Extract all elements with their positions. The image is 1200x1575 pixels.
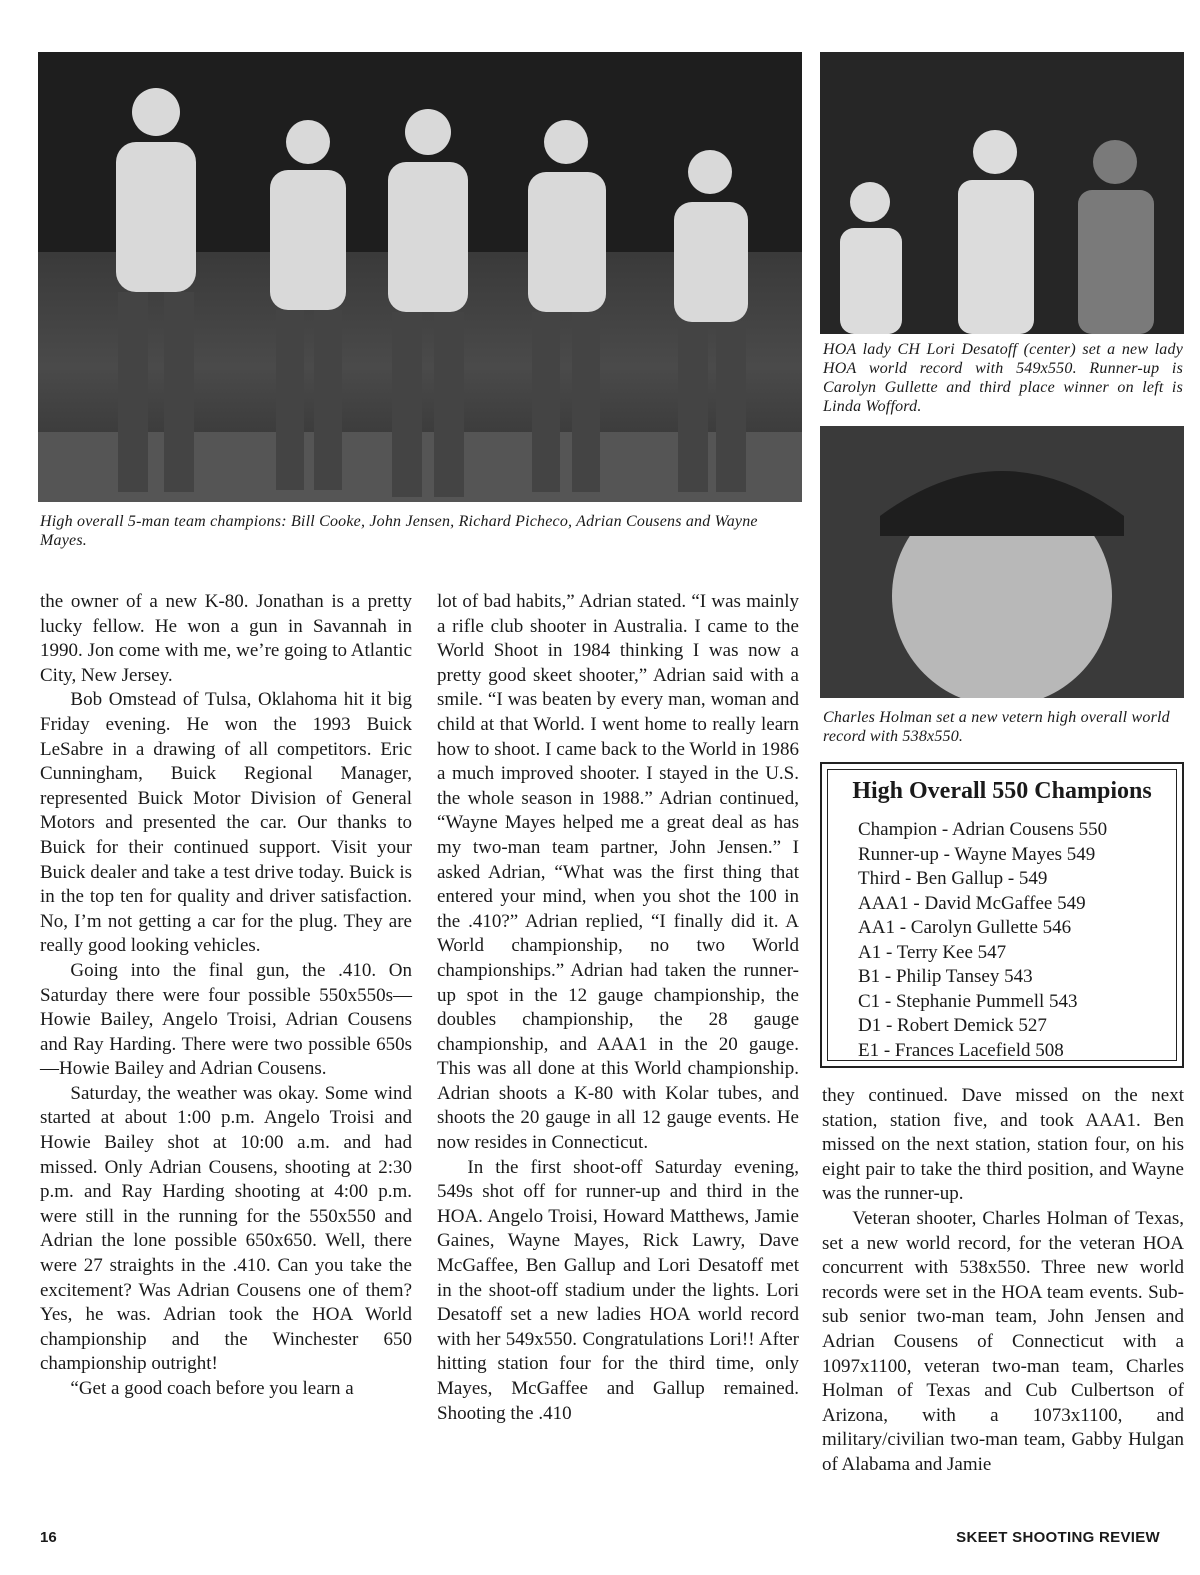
paragraph: they continued. Dave missed on the next station, station five, and took AAA1. Ben missed on the next station, station four, on his eight pair to take the third position, and Wayne was the runner-up.	[822, 1085, 1184, 1205]
champions-box-title: High Overall 550 Champions	[852, 778, 1152, 804]
champions-box	[820, 762, 1184, 1068]
paragraph: Veteran shooter, Charles Holman of Texas, set a new world record, for the veteran HOA concurrent with 538x550. Three new world records were set in the HOA team events. Sub-sub senior two-man team, John Jensen and Adrian Cousens of Connecticut with a 1097x1100, veteran two-man team, Charles Holman of Texas and Cub Culbertson of Arizona, with a 1073x1100, and military/civilian two-man team, Gabby Hulgan of Alabama and Jamie	[822, 1207, 1184, 1475]
article-column-middle	[437, 590, 799, 1426]
champion-entry: B1 - Philip Tansey 543	[858, 966, 1033, 987]
article-column-left	[40, 590, 412, 1402]
champion-entry: Champion - Adrian Cousens 550	[858, 819, 1108, 840]
champion-entry: Runner-up - Wayne Mayes 549	[858, 843, 1096, 865]
page-number: 16	[40, 1529, 57, 1546]
champion-entry: AAA1 - David McGaffee 549	[858, 892, 1086, 914]
paragraph: In the first shoot-off Saturday evening, 549s shot off for runner-up and third in the HOA. Angelo Troisi, Howard Matthews, Jamie Gaines, Wayne Mayes, Rick Lawry, Dave McGaffee, Ben Gallup and Lori Desatoff met in the shoot-off stadium under the lights. Lori Desatoff set a new ladies HOA world record with her 549x550. Congratulations Lori!! After hitting station four for the third time, only Mayes, McGaffee and Gallup remained. Shooting the .410	[437, 1156, 799, 1424]
champion-entry: E1 - Frances Lacefield 508	[858, 1039, 1064, 1061]
ladies-photo-caption: HOA lady CH Lori Desatoff (center) set a new lady HOA world record with 549x550. Runner-up is Carolyn Gullette and third place winner on left is Linda Wofford.	[823, 341, 1183, 415]
paragraph: “Get a good coach before you learn a	[70, 1378, 354, 1399]
paragraph: Bob Omstead of Tulsa, Oklahoma hit it big Friday evening. He won the 1993 Buick LeSabre in a drawing of all competitors. Eric Cunningham, Buick Regional Manager, represented Buick Motor Division of General Motors and presented the car. Our thanks to Buick for their continued support. Visit your Buick dealer and take a test drive today. Buick is in the top ten for quality and driver satisfaction. No, I’m not getting a car for the plug. They are really good looking vehicles.	[40, 689, 412, 957]
publication-name: SKEET SHOOTING REVIEW	[956, 1529, 1160, 1546]
champions-list	[858, 818, 1107, 1063]
holman-photo-image	[820, 426, 1184, 698]
holman-photo-caption: Charles Holman set a new vetern high overall world record with 538x550.	[823, 709, 1170, 745]
ladies-photo	[820, 52, 1184, 334]
champion-entry: AA1 - Carolyn Gullette 546	[858, 917, 1072, 938]
article-column-right	[822, 1084, 1184, 1478]
team-photo-caption: High overall 5-man team champions: Bill Cooke, John Jensen, Richard Picheco, Adrian Cousens and Wayne Mayes.	[40, 513, 758, 549]
team-photo-image	[38, 52, 802, 502]
holman-photo	[820, 426, 1184, 698]
champion-entry: D1 - Robert Demick 527	[858, 1015, 1047, 1036]
champion-entry: C1 - Stephanie Pummell 543	[858, 990, 1078, 1012]
paragraph: the owner of a new K-80. Jonathan is a pretty lucky fellow. He won a gun in Savannah in 1990. Jon come with me, we’re going to Atlantic City, New Jersey.	[40, 591, 412, 686]
paragraph: Going into the final gun, the .410. On Saturday there were four possible 550x550s—Howie Bailey, Angelo Troisi, Adrian Cousens and Ray Harding. There were two possible 650s—Howie Bailey and Adrian Cousens.	[40, 959, 412, 1080]
paragraph: lot of bad habits,” Adrian stated. “I was mainly a rifle club shooter in Australia. I came to the World Shoot in 1984 thinking I was now a pretty good skeet shooter,” Adrian said with a smile. “I was beaten by every man, woman and child at that World. I went home to really learn how to shoot. I came back to the World in 1986 a much improved shooter. I stayed in the U.S. the whole season in 1988.” Adrian continued, “Wayne Mayes helped me a great deal as has my two-man team partner, John Jensen.” I asked Adrian, “What was the first thing that entered your mind, when you shot the 100 in the .410?” Adrian replied, “I finally did it. A World championship, no two World championships.” Adrian had taken the runner-up spot in the 12 gauge championship, the doubles championship, the 28 gauge championship, and AAA1 in the 20 gauge. This was all done at this World championship. Adrian shoots a K-80 with Kolar tubes, and shoots the 20 gauge in all 12 gauge events. He now resides in Connecticut.	[437, 591, 799, 1154]
paragraph: Saturday, the weather was okay. Some wind started at about 1:00 p.m. Angelo Troisi and Howie Bailey shot at 10:00 a.m. and had missed. Only Adrian Cousens, shooting at 2:30 p.m. and Ray Harding shooting at 4:00 p.m. were still in the running for the 550x550 and Adrian the lone possible 650x650. Well, there were 27 straights in the .410. Can you take the excitement? Was Adrian Cousens one of them? Yes, he was. Adrian took the HOA World championship and the Winchester 650 championship outright!	[40, 1082, 412, 1375]
team-photo	[38, 52, 802, 502]
champion-entry: Third - Ben Gallup - 549	[858, 868, 1048, 889]
ladies-photo-image	[820, 52, 1184, 334]
champion-entry: A1 - Terry Kee 547	[858, 941, 1007, 963]
